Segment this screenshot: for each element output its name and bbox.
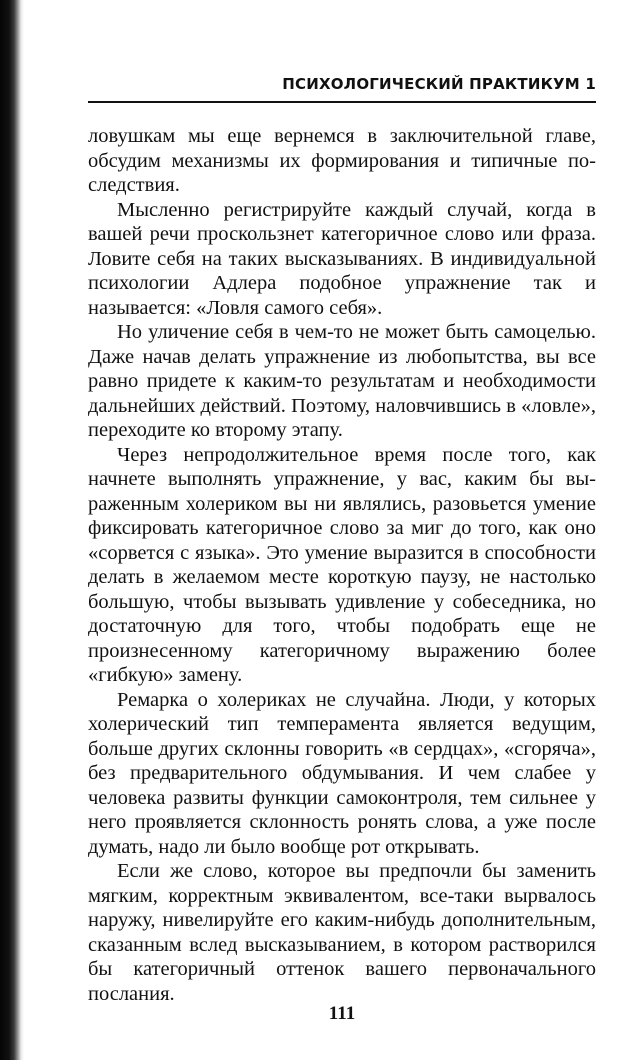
page-number: 111 (328, 1003, 356, 1024)
paragraph-4: Через непродолжительное время после того, как начнете выполнять упражнение, у вас, каким бы выраженным холериком вы ни являлись, разовьется умение фиксировать категоричное слово за миг до того, как оно «сорвется с языка». Это умение выразится в способности делать в желаемом месте короткую паузу, не настолько большую, чтобы вызывать удивление у собеседника, но достаточную для того, чтобы подобрать еще не произнесенному категоричному выражению более «гибкую» замену. (88, 443, 596, 686)
body-text (88, 124, 596, 1006)
paragraph-6: Если же слово, которое вы предпочли бы заменить мягким, корректным эквивалентом, все-таки вырвалось наружу, нивелируйте его каким-нибудь дополнительным, сказанным вслед высказыванием, в котором растворился бы категоричный оттенок вашего первоначального послания. (88, 860, 596, 1005)
header-rule (88, 101, 596, 103)
paragraph-3: Но уличение себя в чем-то не может быть самоцелью. Даже начав делать упражнение из любопытства, вы все равно придете к каким-то результатам и необходимости дальнейших действий. Поэтому, наловчившись в «ловле», переходите ко второму этапу. (88, 321, 596, 441)
page-binding-shadow (0, 0, 24, 1060)
paragraph-2: Мысленно регистрируйте каждый случай, когда в вашей речи проскользнет категоричное слово или фраза. Ловите себя на таких высказываниях. В индивидуальной психологии Адлера подобное упражнение так и называется: «Ловля самого себя». (88, 198, 596, 319)
paragraph-1: ловушкам мы еще вернемся в заключительной главе, обсудим механизмы их формирования и типичные последствия. (88, 125, 596, 196)
running-header: ПСИХОЛОГИЧЕСКИЙ ПРАКТИКУМ 1 (282, 75, 596, 93)
paragraph-5: Ремарка о холериках не случайна. Люди, у которых холерический тип темперамента является ведущим, больше других склонны говорить «в сердцах», «сгоряча», без предварительного обдумывания. И чем слабее у человека развиты функции самоконтроля, тем сильнее у него проявляется склонность ронять слова, а уже после думать, надо ли было вообще рот открывать. (88, 688, 596, 858)
